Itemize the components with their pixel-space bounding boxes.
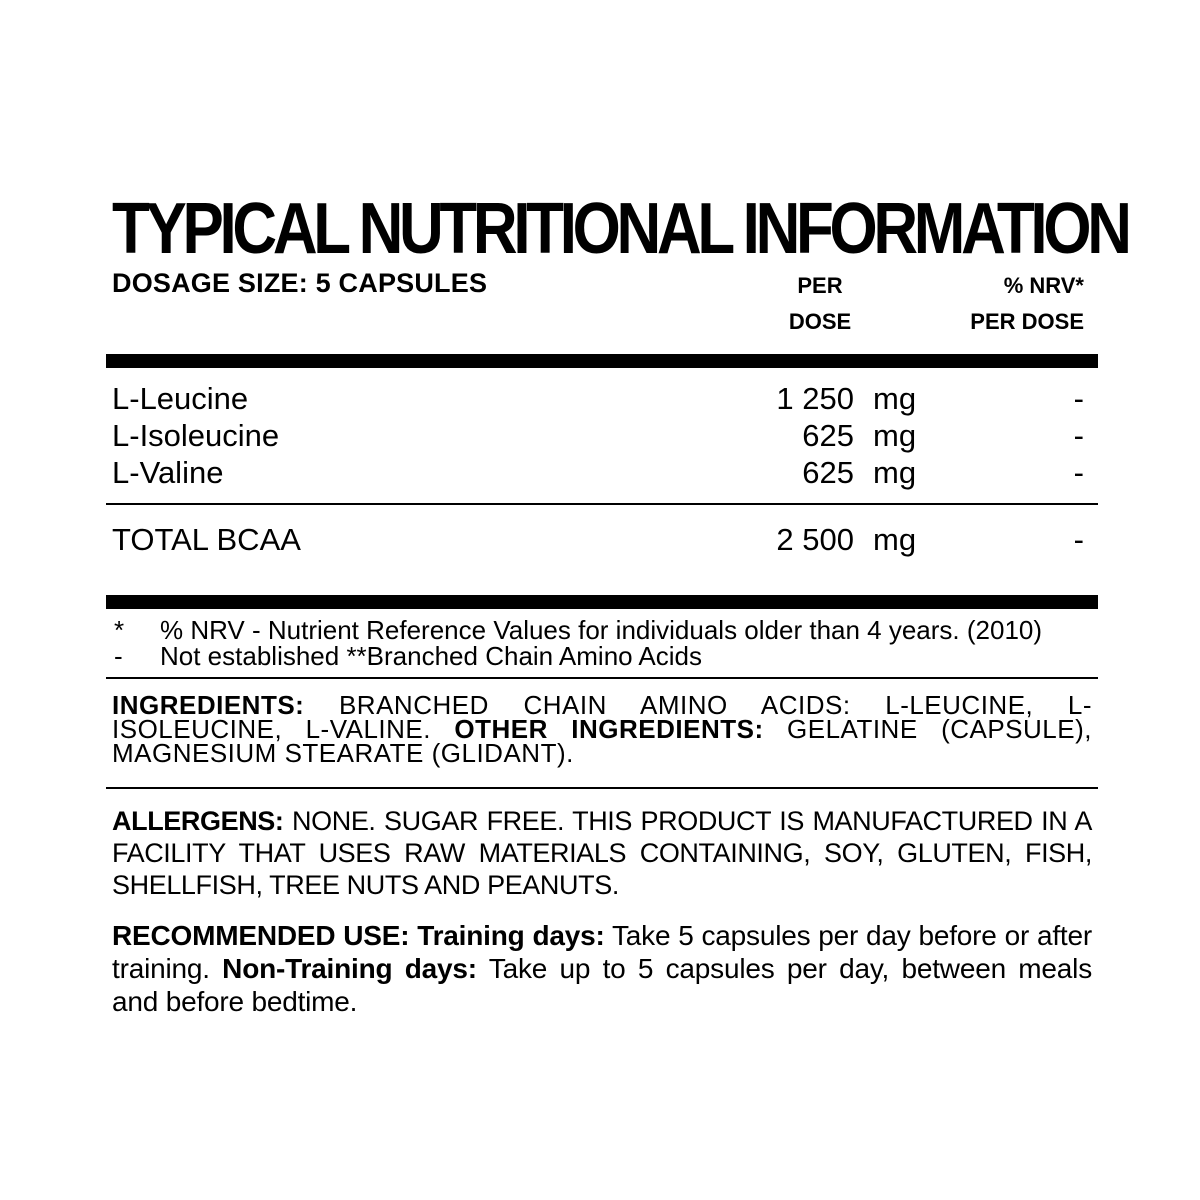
- nutrient-amount: 625: [802, 418, 854, 453]
- table-row: [112, 380, 1092, 417]
- training-days-label: Training days:: [409, 920, 605, 951]
- footnote: [112, 617, 1092, 643]
- total-unit: mg: [873, 522, 917, 557]
- ingredients-label: INGREDIENTS:: [112, 690, 305, 720]
- total-nrv: -: [1073, 522, 1084, 557]
- other-ingredients-text: GELATINE (CAPSULE), MAGNESIUM STEARATE (GLIDANT).: [112, 714, 1092, 768]
- footnote-mark: *: [114, 615, 125, 645]
- table-header: [112, 268, 1092, 350]
- nutrient-name: L-Isoleucine: [112, 418, 280, 453]
- other-ingredients-label: OTHER INGREDIENTS:: [454, 714, 764, 744]
- allergens-text: NONE. SUGAR FREE. THIS PRODUCT IS MANUFACTURED IN A FACILITY THAT USES RAW MATERIALS CONTAINING, SOY, GLUTEN, FISH, SHELLFISH, TREE NUTS AND PEANUTS.: [112, 806, 1092, 900]
- nutrient-name: L-Leucine: [112, 381, 249, 416]
- allergens-section: [112, 789, 1092, 901]
- recommended-use-section: [112, 901, 1092, 1018]
- thick-divider: [106, 354, 1098, 368]
- label-title: TYPICAL NUTRITIONAL INFORMATION: [112, 189, 1128, 269]
- nutrient-amount: 625: [802, 455, 854, 490]
- per-dose-header-line2: DOSE: [788, 309, 852, 334]
- allergens-label: ALLERGENS:: [112, 806, 284, 836]
- total-amount: 2 500: [776, 522, 854, 557]
- training-days-text: Take 5 capsules per day before or after training.: [112, 920, 1092, 984]
- table-row: [112, 417, 1092, 454]
- nutrient-rows: [112, 368, 1092, 491]
- table-row: [112, 454, 1092, 491]
- nutrient-amount: 1 250: [776, 381, 854, 416]
- footnotes: [112, 609, 1092, 677]
- nutrition-label: [112, 189, 1128, 1018]
- recommended-use-label: RECOMMENDED USE:: [112, 920, 410, 951]
- total-row: [112, 521, 1092, 558]
- nutrient-unit: mg: [873, 418, 917, 453]
- total-section: [112, 505, 1092, 595]
- thick-divider: [106, 595, 1098, 609]
- nutrient-nrv: -: [1073, 381, 1084, 416]
- footnote-mark: -: [114, 641, 123, 671]
- footnote: [112, 643, 1092, 669]
- footnote-text: Not established **Branched Chain Amino Acids: [160, 641, 702, 671]
- nutrient-unit: mg: [873, 455, 917, 490]
- nutrient-unit: mg: [873, 381, 917, 416]
- per-dose-header: [782, 268, 858, 340]
- nutrient-nrv: -: [1073, 455, 1084, 490]
- non-training-days-label: Non-Training days:: [209, 953, 477, 984]
- total-name: TOTAL BCAA: [112, 522, 301, 557]
- nutrient-nrv: -: [1073, 418, 1084, 453]
- nrv-header-line2: PER DOSE: [970, 309, 1084, 334]
- nutrient-name: L-Valine: [112, 455, 224, 490]
- ingredients-section: [112, 679, 1092, 787]
- nrv-header: [924, 268, 1084, 340]
- nrv-header-line1: % NRV*: [1003, 273, 1084, 298]
- ingredients-text: BRANCHED CHAIN AMINO ACIDS: L-LEUCINE, L-ISOLEUCINE, L-VALINE.: [112, 690, 1092, 744]
- non-training-days-text: Take up to 5 capsules per day, between meals and before bedtime.: [112, 953, 1092, 1017]
- footnote-text: % NRV - Nutrient Reference Values for individuals older than 4 years. (2010): [160, 615, 1043, 645]
- per-dose-header-line1: PER: [797, 273, 843, 298]
- dosage-size: DOSAGE SIZE: 5 CAPSULES: [112, 268, 488, 298]
